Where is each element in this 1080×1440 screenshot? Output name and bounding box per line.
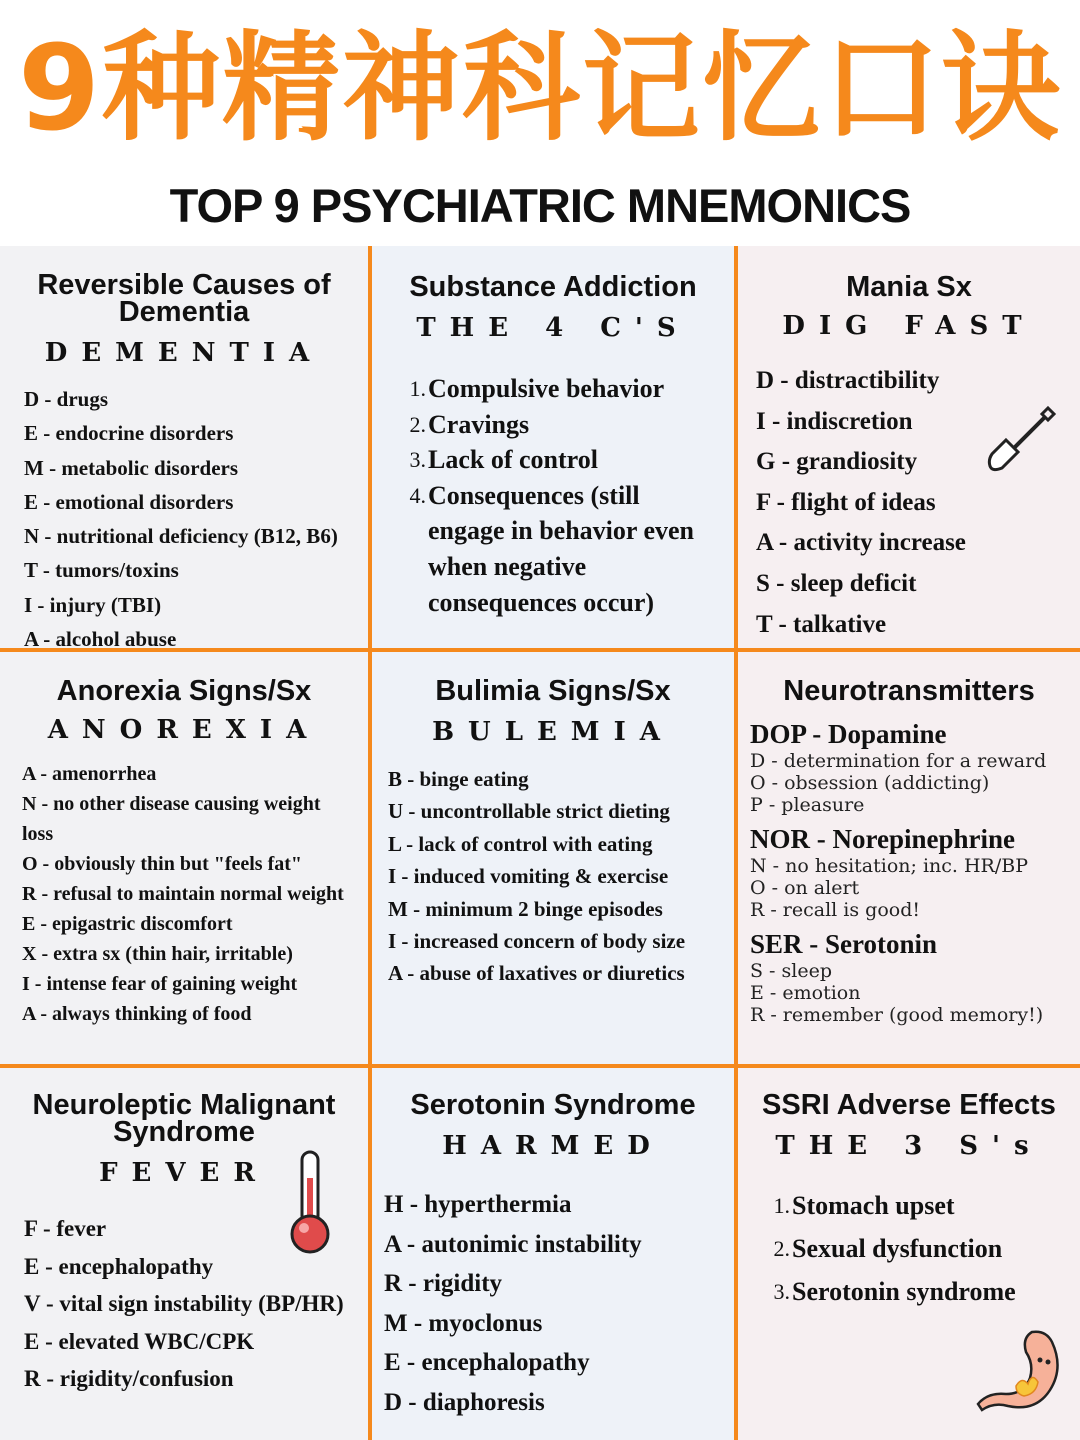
item-text: Serotonin syndrome <box>792 1276 1016 1306</box>
list-item: R - rigidity/confusion <box>24 1366 234 1392</box>
thermometer-icon <box>282 1148 338 1258</box>
neurotransmitter-heading: NOR - Norepinephrine <box>750 824 1016 854</box>
list-item: A - amenorrhea <box>22 763 157 785</box>
item-text: Sexual dysfunction <box>792 1233 1003 1263</box>
list-item: R - rigidity <box>384 1270 503 1298</box>
list-item: S - sleep deficit <box>756 569 917 597</box>
list-item: E - endocrine disorders <box>24 421 234 446</box>
item-number: 2. <box>409 411 426 437</box>
list-item: A - alcohol abuse <box>24 627 177 648</box>
item-text: Compulsive behavior <box>428 374 665 403</box>
card-title: Reversible Causes of <box>37 269 331 301</box>
stomach-icon <box>972 1328 1068 1416</box>
list-item <box>768 1271 1080 1314</box>
list-item: M - minimum 2 binge episodes <box>388 896 663 921</box>
list-item: V - vital sign instability (BP/HR) <box>24 1291 344 1317</box>
list-item: E - encephalopathy <box>384 1349 590 1377</box>
neurotransmitter-line: R - remember (good memory!) <box>750 1004 1044 1026</box>
mnemonic-code: HARMED <box>442 1131 664 1161</box>
list-item: M - myoclonus <box>384 1309 543 1337</box>
list-item: B - binge eating <box>388 767 529 791</box>
card-addiction <box>372 246 734 648</box>
item-text: Lack of control <box>428 445 598 475</box>
list-item: O - obviously thin but "feels fat" <box>22 853 303 875</box>
list-item: N - no other disease causing weight loss <box>22 793 321 845</box>
list-item: I - increased concern of body size <box>388 929 686 954</box>
item-number: 1. <box>773 1193 790 1218</box>
list-item: G - grandiosity <box>756 448 918 476</box>
list-item: A - autonimic instability <box>384 1230 642 1258</box>
list-item: I - injury (TBI) <box>24 592 162 617</box>
card-title: SSRI Adverse Effects <box>762 1089 1056 1121</box>
card-bulimia <box>372 652 734 1064</box>
mnemonic-grid <box>0 246 1080 1440</box>
neurotransmitter-line: N - no hesitation; inc. HR/BP <box>750 855 1028 877</box>
item-text: Stomach upset <box>792 1191 955 1220</box>
card-serotonin-syndrome <box>372 1068 734 1440</box>
list-item: T - tumors/toxins <box>24 558 179 583</box>
card-title: Neuroleptic Malignant <box>32 1089 336 1121</box>
card-title: Serotonin Syndrome <box>410 1089 696 1121</box>
card-dementia <box>0 246 368 648</box>
item-number: 1. <box>409 376 426 401</box>
list-item: A - abuse of laxatives or diuretics <box>388 961 685 986</box>
neurotransmitter-line: R - recall is good! <box>750 899 920 921</box>
card-ssri <box>738 1068 1080 1440</box>
item-text: Cravings <box>428 409 530 439</box>
card-title: Syndrome <box>113 1116 255 1148</box>
card-title: Bulimia Signs/Sx <box>435 675 671 707</box>
list-item: U - uncontrollable strict dieting <box>388 799 670 824</box>
list-item: E - emotional disorders <box>24 489 234 514</box>
list-item <box>404 442 704 478</box>
card-title: Substance Addiction <box>409 271 697 303</box>
list-item: T - talkative <box>756 610 887 638</box>
item-number: 4. <box>409 482 426 508</box>
card-neurotransmitters <box>738 652 1080 1064</box>
neurotransmitter-line: D - determination for a reward <box>750 750 1047 772</box>
mnemonic-code: DIG FAST <box>782 311 1036 341</box>
neurotransmitter-line: E - emotion <box>750 982 861 1004</box>
item-number: 2. <box>773 1235 790 1261</box>
list-item: M - metabolic disorders <box>24 455 239 480</box>
list-item <box>768 1228 1080 1271</box>
list-item: R - refusal to maintain normal weight <box>22 883 344 905</box>
mnemonic-code: FEVER <box>99 1158 269 1188</box>
card-title: Anorexia Signs/Sx <box>56 675 312 707</box>
item-number: 3. <box>773 1278 790 1304</box>
list-item <box>404 371 704 407</box>
card-title: Neurotransmitters <box>783 675 1035 707</box>
list-item: L - lack of control with eating <box>388 831 653 856</box>
mnemonic-code: BULEMIA <box>432 717 674 747</box>
list-item: H - hyperthermia <box>384 1191 572 1218</box>
card-nms <box>0 1068 368 1440</box>
list-item <box>768 1185 1080 1228</box>
mnemonic-code: DEMENTIA <box>44 338 324 368</box>
mnemonic-code: THE 3 S's <box>775 1131 1043 1161</box>
mnemonic-code: THE 4 C'S <box>416 313 690 343</box>
item-number: 3. <box>409 447 426 473</box>
list-item <box>404 407 704 443</box>
neurotransmitter-line: S - sleep <box>750 960 832 982</box>
neurotransmitter-line: P - pleasure <box>750 794 865 816</box>
list-item: E - encephalopathy <box>24 1253 214 1279</box>
list-item: I - induced vomiting & exercise <box>388 864 669 889</box>
chinese-title: 9种精神科记忆口诀 <box>17 19 1063 157</box>
neurotransmitter-heading: DOP - Dopamine <box>750 719 947 749</box>
list-item: I - intense fear of gaining weight <box>22 973 298 995</box>
list-item: F - fever <box>24 1216 107 1241</box>
list-item: D - drugs <box>24 387 109 411</box>
list-item <box>404 478 704 620</box>
neurotransmitter-line: O - obsession (addicting) <box>750 772 990 794</box>
english-title: TOP 9 PSYCHIATRIC MNEMONICS <box>169 179 911 232</box>
list-item: I - indiscretion <box>756 407 913 435</box>
card-anorexia <box>0 652 368 1064</box>
list-item: D - distractibility <box>756 367 940 394</box>
list-item: X - extra sx (thin hair, irritable) <box>22 943 293 965</box>
neurotransmitter-line: O - on alert <box>750 877 860 899</box>
list-item: E - epigastric discomfort <box>22 913 233 935</box>
list-item: D - diaphoresis <box>384 1388 545 1416</box>
list-item: N - nutritional deficiency (B12, B6) <box>24 524 338 549</box>
card-title: Mania Sx <box>846 271 972 303</box>
mnemonic-code: ANOREXIA <box>47 715 321 745</box>
neurotransmitter-heading: SER - Serotonin <box>750 929 938 959</box>
list-item: A - activity increase <box>756 529 966 557</box>
shovel-icon <box>984 402 1056 474</box>
list-item: E - elevated WBC/CPK <box>24 1328 255 1354</box>
card-mania <box>738 246 1080 648</box>
item-text: Consequences (still engage in behavior even when negative consequences occur) <box>428 480 695 617</box>
list-item: A - always thinking of food <box>22 1003 252 1025</box>
list-item: F - flight of ideas <box>756 488 936 516</box>
card-title: Dementia <box>118 296 250 328</box>
